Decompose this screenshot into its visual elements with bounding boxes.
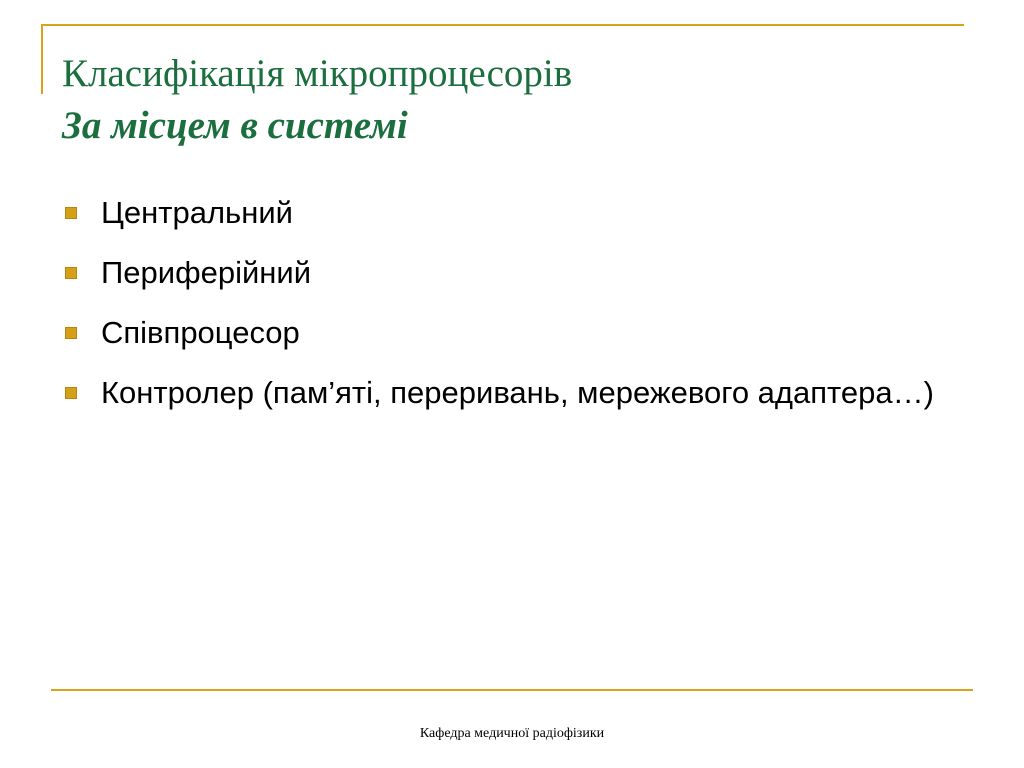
slide-title bbox=[62, 48, 572, 152]
title-text: Класифікація мікропроцесорів bbox=[62, 52, 573, 95]
square-bullet-icon bbox=[65, 207, 77, 219]
bullet-list bbox=[62, 188, 962, 428]
bullet-item bbox=[62, 308, 962, 357]
square-bullet-icon bbox=[65, 327, 77, 339]
bullet-item bbox=[62, 368, 962, 417]
bullet-item bbox=[62, 248, 962, 297]
slide-footer: Кафедра медичної радіофізики bbox=[419, 726, 605, 741]
bullet-text: Центральний bbox=[101, 195, 293, 230]
square-bullet-icon bbox=[65, 267, 77, 279]
left-border-rule bbox=[41, 24, 43, 94]
bullet-text: Контролер (пам’яті, переривань, мережевого адаптера…) bbox=[101, 375, 934, 410]
slide-subtitle: За місцем в системі bbox=[62, 104, 408, 147]
square-bullet-icon bbox=[65, 387, 77, 399]
top-border-rule bbox=[41, 24, 964, 26]
bullet-text: Периферійний bbox=[101, 255, 312, 290]
bottom-border-rule bbox=[51, 689, 973, 691]
bullet-item bbox=[62, 188, 962, 237]
bullet-text: Співпроцесор bbox=[101, 315, 300, 350]
